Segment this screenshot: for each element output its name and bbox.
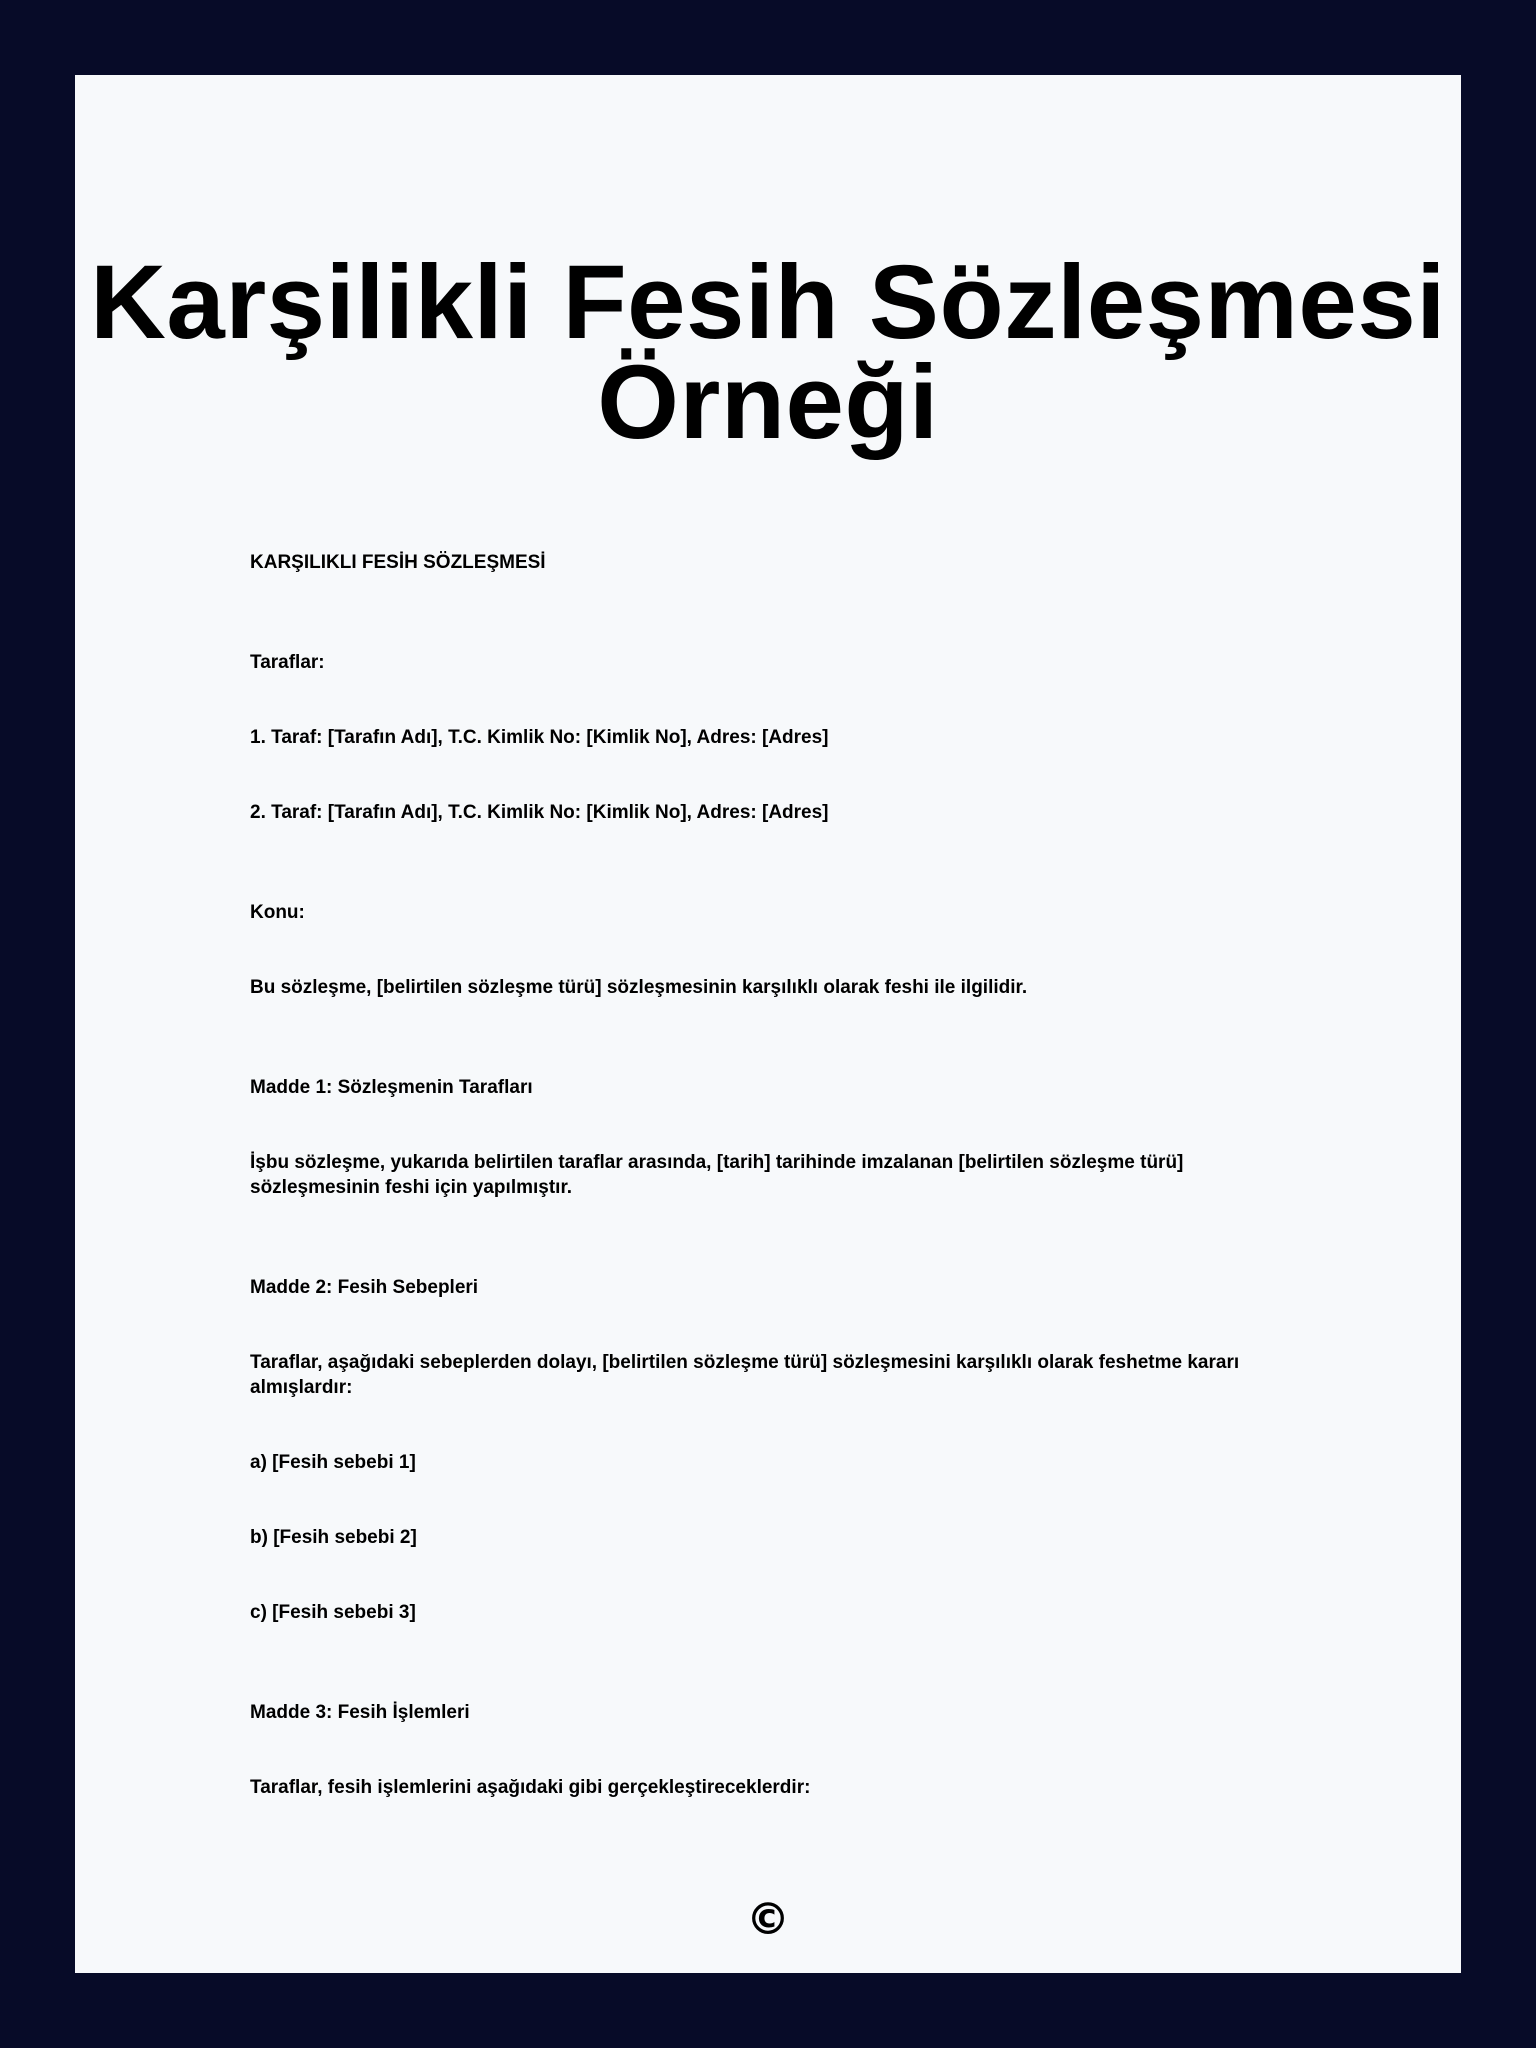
article-3-title: Madde 3: Fesih İşlemleri — [250, 1702, 470, 1723]
article-1-title: Madde 1: Sözleşmenin Tarafları — [250, 1077, 533, 1098]
article-2-text: Taraflar, aşağıdaki sebeplerden dolayı, [belirtilen sözleşme türü] sözleşmesini karşılıklı olarak feshetme kararı almışlardır: — [250, 1352, 1240, 1398]
document-page — [75, 75, 1461, 1973]
subject-label: Konu: — [250, 902, 305, 923]
page-title: Karşilikli Fesih Sözleşmesi Örneği — [90, 244, 1446, 461]
party-1: 1. Taraf: [Tarafın Adı], T.C. Kimlik No: [Kimlik No], Adres: [Adres] — [250, 727, 829, 748]
article-1-text: İşbu sözleşme, yukarıda belirtilen taraflar arasında, [tarih] tarihinde imzalanan [belirtilen sözleşme türü] sözleşmesinin feshi için yapılmıştır. — [250, 1152, 1184, 1198]
party-2: 2. Taraf: [Tarafın Adı], T.C. Kimlik No: [Kimlik No], Adres: [Adres] — [250, 802, 829, 823]
reason-a: a) [Fesih sebebi 1] — [250, 1452, 416, 1473]
copyright-icon: © — [746, 1894, 790, 1945]
reason-b: b) [Fesih sebebi 2] — [250, 1527, 417, 1548]
subject-text: Bu sözleşme, [belirtilen sözleşme türü] sözleşmesinin karşılıklı olarak feshi ile ilgilidir. — [250, 977, 1028, 998]
reason-c: c) [Fesih sebebi 3] — [250, 1602, 416, 1623]
article-2-title: Madde 2: Fesih Sebepleri — [250, 1277, 479, 1298]
contract-heading: KARŞILIKLI FESİH SÖZLEŞMESİ — [250, 552, 546, 573]
article-3-text: Taraflar, fesih işlemlerini aşağıdaki gibi gerçekleştireceklerdir: — [250, 1777, 811, 1798]
parties-label: Taraflar: — [250, 652, 325, 673]
